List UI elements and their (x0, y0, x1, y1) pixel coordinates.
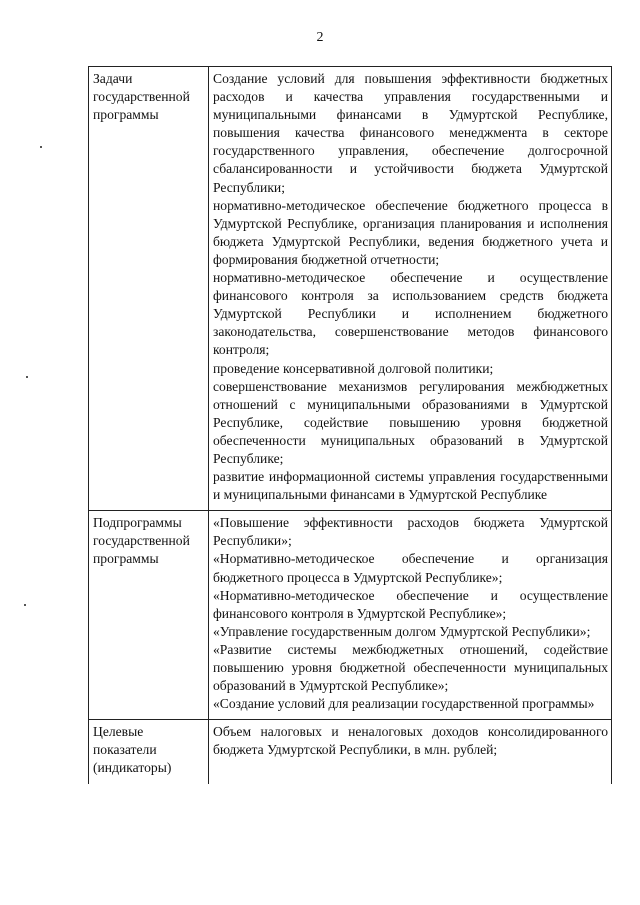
table-row-tasks (89, 67, 612, 511)
row-content-subprograms (209, 511, 612, 720)
table-row-indicators (89, 720, 612, 784)
page-number: 2 (316, 30, 324, 45)
task-item: развитие информационной системы управления государственными и муниципальными финансами в Удмуртской Республике (213, 469, 608, 503)
subprogram-item: «Нормативно-методическое обеспечение и осуществление финансового контроля в Удмуртской Республике»; (213, 587, 608, 621)
task-item: проведение консервативной долговой политики; (213, 360, 494, 376)
margin-mark (26, 376, 28, 378)
row-label-subprograms: Подпрограммы государственной программы (89, 511, 209, 720)
subprogram-item: «Развитие системы межбюджетных отношений, содействие повышению уровня бюджетной обеспеченности муниципальных образований в Удмуртской Республике»; (213, 641, 608, 694)
row-label-indicators: Целевые показатели (индикаторы) (89, 720, 209, 784)
task-item: нормативно-методическое обеспечение бюджетного процесса в Удмуртской Республике, организация планирования и исполнения бюджета Удмуртской Республики, ведения бюджетного учета и формирования бюджетной отчетности; (213, 197, 608, 267)
task-item: Создание условий для повышения эффективности бюджетных расходов и качества управления государственными и муниципальными финансами в Удмуртской Республике, повышения качества финансового менеджмента в секторе государственного управления, обеспечение долгосрочной сбалансированности и устойчивости бюджета Удмуртской Республики; (213, 71, 608, 195)
table-row-subprograms (89, 511, 612, 720)
task-item: нормативно-методическое обеспечение и осуществление финансового контроля за использованием средств бюджета Удмуртской Республики и исполнением бюджетного законодательства, совершенствование методов финансового контроля; (213, 270, 608, 358)
row-content-indicators (209, 720, 612, 784)
subprogram-item: «Нормативно-методическое обеспечение и организация бюджетного процесса в Удмуртской Республике»; (213, 551, 608, 585)
margin-mark (40, 146, 42, 148)
task-item: совершенствование механизмов регулирования межбюджетных отношений с муниципальными образованиями в Удмуртской Республике, содействие повышению уровня бюджетной обеспеченности муниципальных образований в Удмуртской Республике; (213, 378, 608, 466)
row-label-tasks: Задачи государственной программы (89, 67, 209, 511)
subprogram-item: «Управление государственным долгом Удмуртской Республики»; (213, 623, 591, 639)
subprogram-item: «Создание условий для реализации государственной программы» (213, 696, 595, 712)
margin-mark (24, 604, 26, 606)
program-passport-table (88, 66, 612, 784)
row-content-tasks (209, 67, 612, 511)
indicator-item: Объем налоговых и неналоговых доходов консолидированного бюджета Удмуртской Республики, в млн. рублей; (213, 724, 608, 758)
subprogram-item: «Повышение эффективности расходов бюджета Удмуртской Республики»; (213, 515, 608, 549)
